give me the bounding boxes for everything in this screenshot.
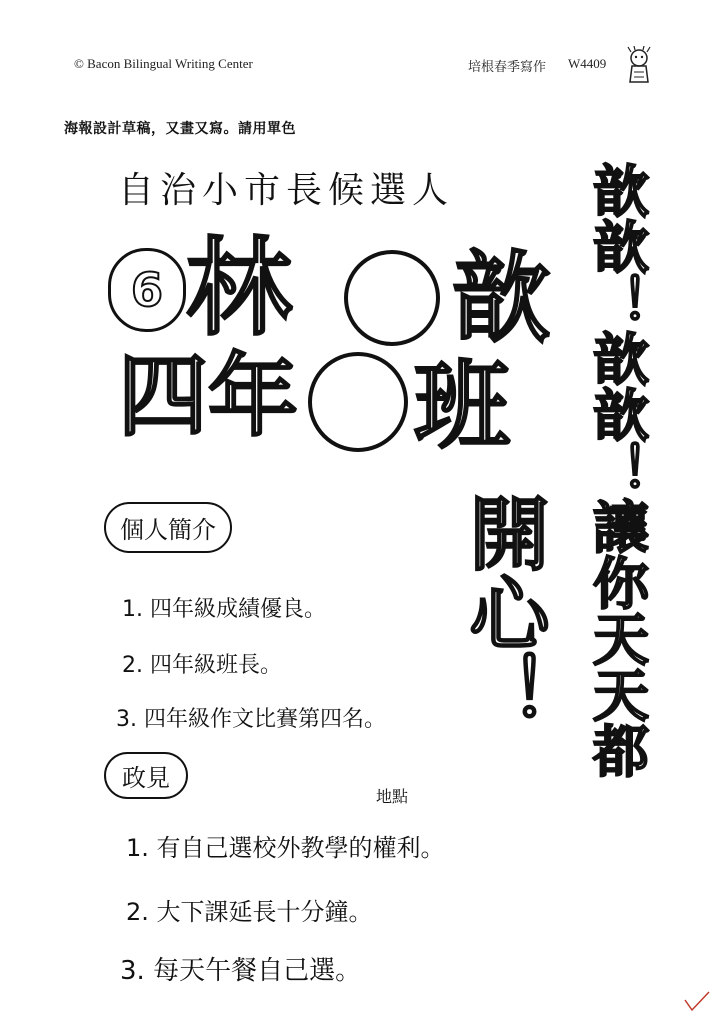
profile-item-1: 1. 四年級成績優良。	[122, 597, 326, 622]
platform-item-1: 1. 有自己選校外教學的權利。	[126, 834, 445, 862]
platform-heading: 政見	[104, 752, 188, 799]
side-vertical-phrase: 開心！	[456, 492, 549, 732]
grade-text: 四年	[118, 344, 298, 449]
right-vertical-slogan: 歆歆！歆歆！讓你天天都	[584, 162, 649, 778]
instruction-text: 海報設計草稿，又畫又寫。請用單色	[64, 121, 296, 137]
profile-item-2: 2. 四年級班長。	[122, 653, 282, 678]
face-circle-bottom	[308, 352, 408, 452]
check-mark-icon	[682, 990, 712, 1014]
class-char: 班	[414, 350, 510, 462]
face-circle-top	[344, 250, 440, 346]
candidate-number-badge	[108, 248, 186, 332]
platform-item-3: 3. 每天午餐自己選。	[120, 956, 362, 986]
worksheet-code: W4409	[568, 56, 607, 71]
copyright-text: © Bacon Bilingual Writing Center	[74, 56, 253, 71]
slogan-char-top: 歆	[452, 242, 551, 356]
platform-item-2: 2. 大下課延長十分鐘。	[126, 898, 373, 926]
insertion-note: 地點	[376, 787, 409, 806]
course-name: 培根春季寫作	[468, 59, 547, 74]
mascot-logo-icon	[622, 46, 656, 86]
candidate-surname: 林	[186, 227, 292, 350]
profile-item-3: 3. 四年級作文比賽第四名。	[116, 707, 386, 732]
poster-title: 自治小市長候選人	[118, 170, 455, 211]
profile-heading: 個人簡介	[104, 502, 232, 553]
candidate-number: 6	[130, 263, 163, 317]
